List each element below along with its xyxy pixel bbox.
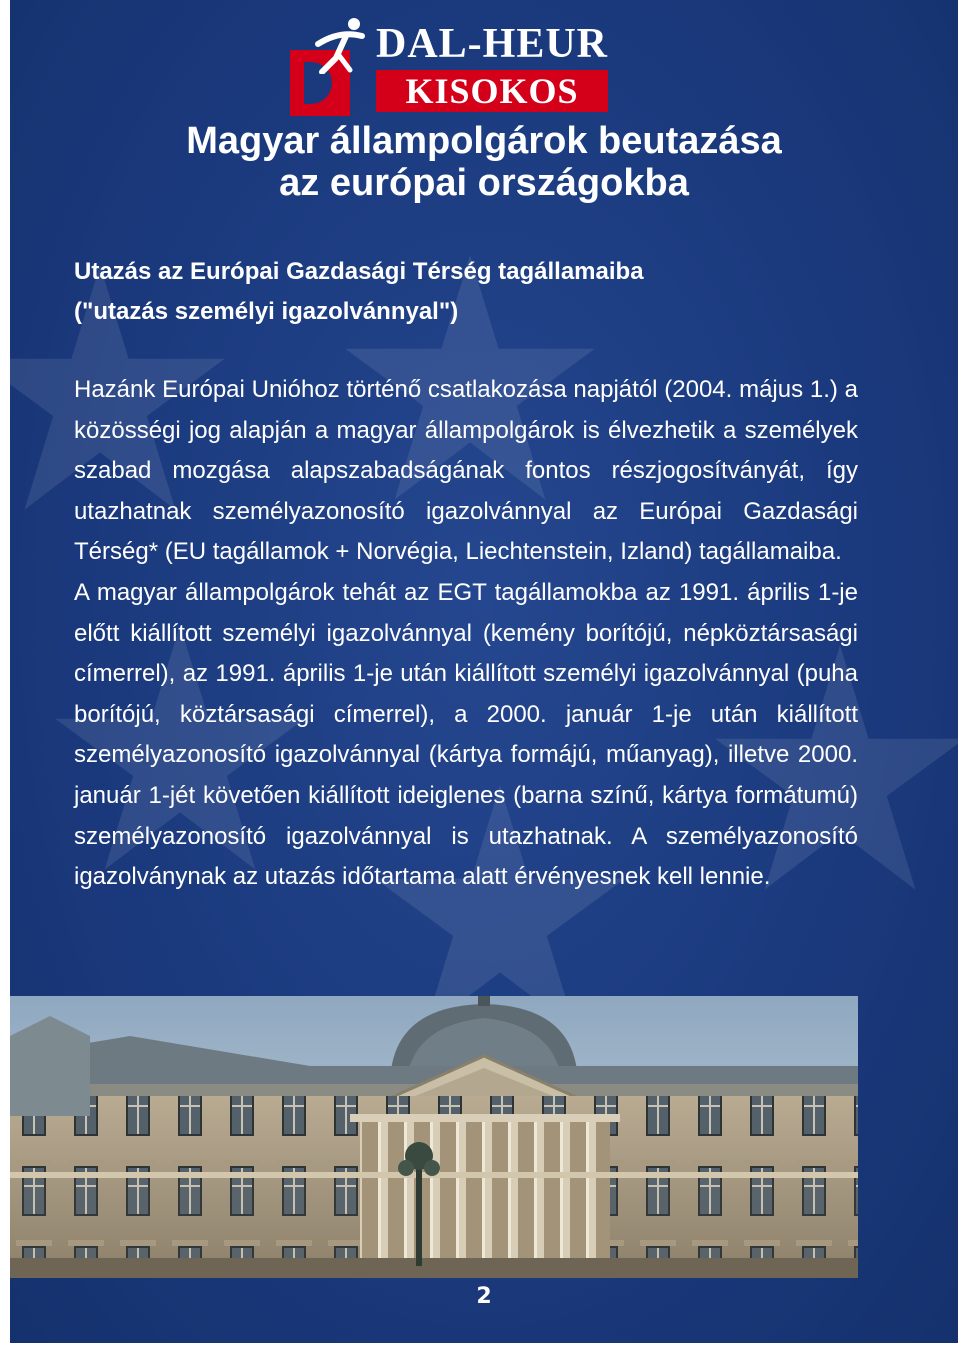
- dancer-icon: [310, 14, 370, 74]
- section-heading-line-1: Utazás az Európai Gazdasági Térség tagállamaiba: [74, 258, 644, 285]
- dal-heur-logo: [290, 14, 620, 110]
- body-paragraph-1: Hazánk Európai Unióhoz történő csatlakozása napjától (2004. május 1.) a közösségi jog alapján a magyar állampolgárok is élvezhetik a személyek szabad mozgása alapszabadságának fontos részjogosítványát, így utazhatnak személyazonosító igazolvánnyal az Európai Gazdasági Térség* (EU tagállamok + Norvégia, Liechtenstein, Izland) tagállamaiba.: [74, 376, 858, 566]
- body-paragraph-2: A magyar állampolgárok tehát az EGT tagállamokba az 1991. április 1-je előtt kiállított személyi igazolvánnyal (kemény borítójú, népköztársasági címerrel), az 1991. április 1-je után kiállított személyi igazolvánnyal (puha borítójú, köztársasági címerrel), a 2000. január 1-je után kiállított személyazonosító igazolvánnyal (kártya formájú, műanyag), illetve 2000. január 1-jét követően kiállított ideiglenes (barna színű, kártya formátumú) személyazonosító igazolvánnyal is utazhatnak. A személyazonosító igazolványnak az utazás időtartama alatt érvényesnek kell lennie.: [74, 578, 858, 891]
- page-title: [10, 120, 958, 204]
- logo-subtitle: KISOKOS: [376, 70, 608, 112]
- section-heading-line-2: ("utazás személyi igazolvánnyal"): [74, 298, 459, 325]
- body-text: [74, 370, 858, 898]
- page: [10, 0, 958, 1343]
- royal-palace-illustration: [10, 996, 858, 1278]
- section-heading: [74, 252, 874, 332]
- building-photo: [10, 996, 858, 1278]
- page-number: 2: [476, 1284, 492, 1309]
- logo-title: DAL-HEUR: [376, 21, 609, 67]
- page-title-line-1: Magyar állampolgárok beutazása: [186, 120, 782, 162]
- page-title-line-2: az európai országokba: [279, 162, 689, 204]
